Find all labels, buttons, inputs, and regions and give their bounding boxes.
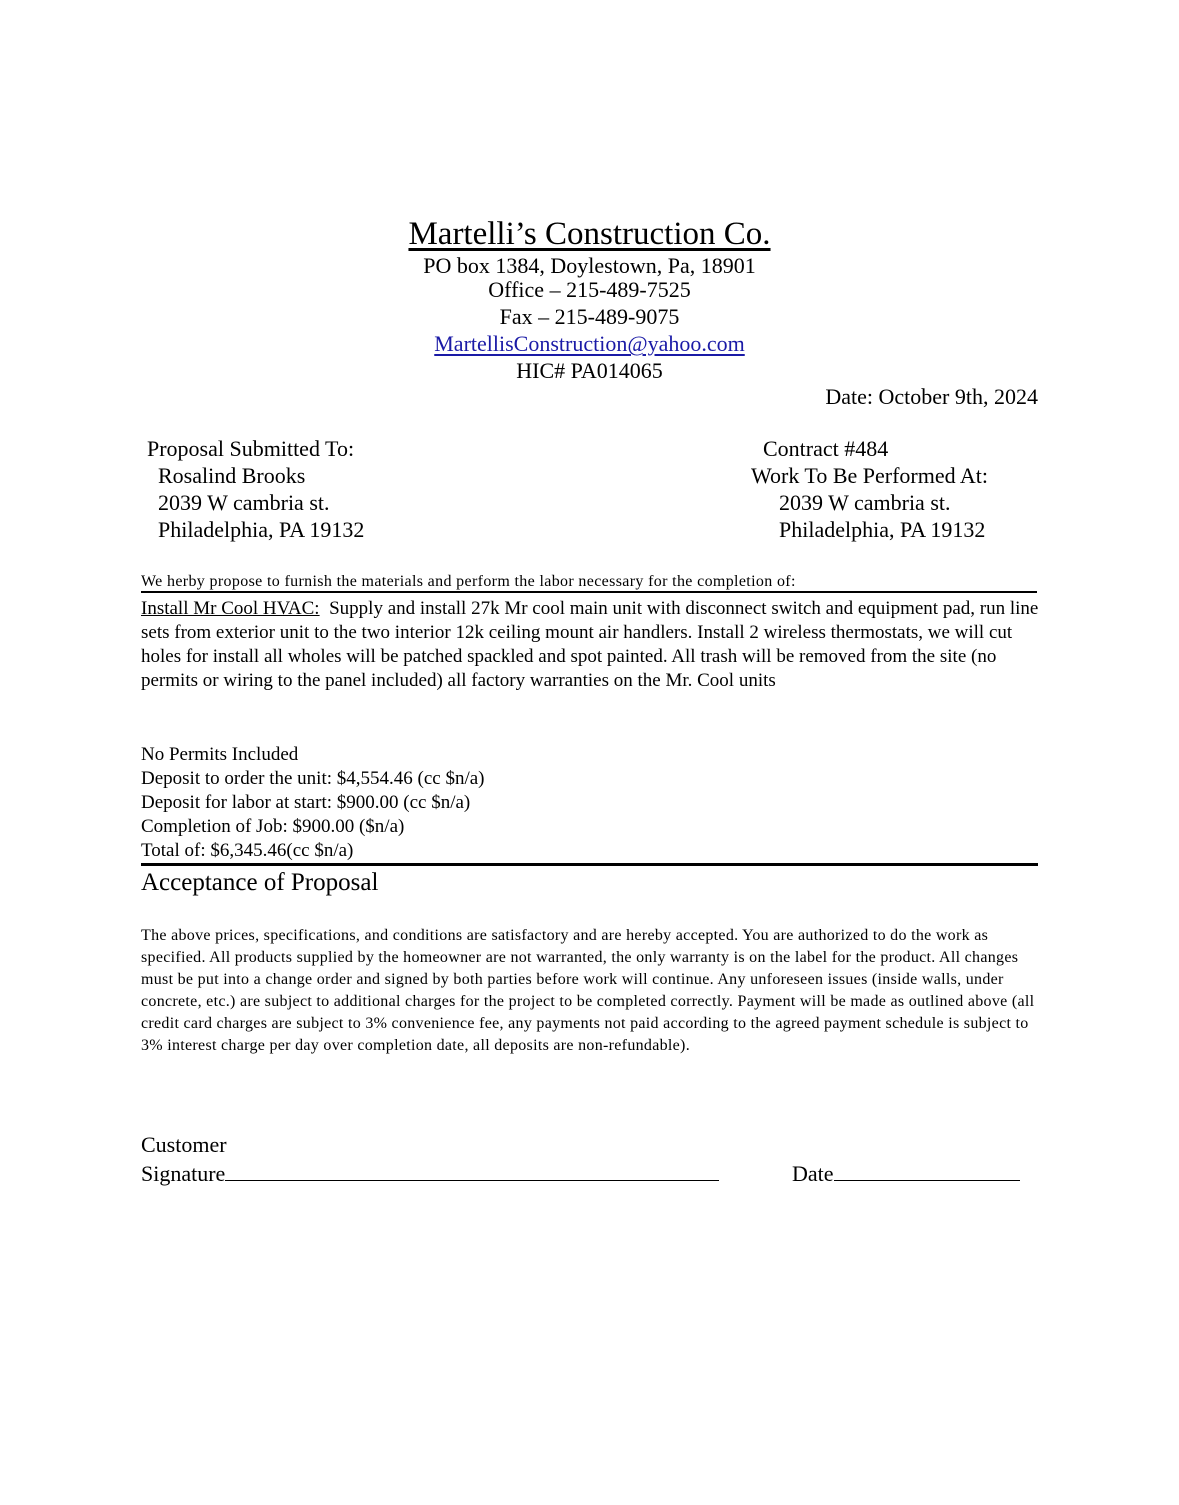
acceptance-terms: The above prices, specifications, and conditions are satisfactory and are hereby accepted. You are authorized to do the work as specified. All products supplied by the homeowner are not warranted, the only warranty is on the label for the product. All changes must be put into a change order and signed by both parties before work will continue. Any unforeseen issues (inside walls, under concrete, etc.) are subject to additional charges for the project to be completed correctly. Payment will be made as outlined above (all credit card charges are subject to 3% convenience fee, any payments not paid according to the agreed payment schedule is subject to 3% interest charge per day over completion date, all deposits are non-refundable). xyxy=(141,927,1035,1054)
customer-city: Philadelphia, PA 19132 xyxy=(158,517,365,542)
signature-label: Signature xyxy=(141,1161,226,1186)
acceptance-title: Acceptance of Proposal xyxy=(141,869,379,896)
completion-payment: Completion of Job: $900.00 ($n/a) xyxy=(141,816,405,837)
signature-line[interactable] xyxy=(225,1158,719,1181)
total-price: Total of: $6,345.46(cc $n/a) xyxy=(141,840,354,861)
work-site-city: Philadelphia, PA 19132 xyxy=(779,517,986,542)
section-divider xyxy=(141,863,1038,866)
deposit-unit: Deposit to order the unit: $4,554.46 (cc $n/a) xyxy=(141,768,485,789)
signature-date-line[interactable] xyxy=(834,1158,1020,1181)
job-title: Install Mr Cool HVAC: xyxy=(141,598,320,619)
contract-number: Contract #484 xyxy=(763,436,889,461)
customer-street: 2039 W cambria st. xyxy=(158,490,330,515)
customer-label: Customer xyxy=(141,1132,227,1157)
work-site-label: Work To Be Performed At: xyxy=(751,463,989,488)
company-fax: Fax – 215-489-9075 xyxy=(499,304,680,329)
proposal-intro: We herby propose to furnish the materials and perform the labor necessary for the completion of: xyxy=(141,573,1037,593)
deposit-labor: Deposit for labor at start: $900.00 (cc $n/a) xyxy=(141,792,471,813)
company-email-link[interactable]: MartellisConstruction@yahoo.com xyxy=(434,331,745,356)
job-description: Supply and install 27k Mr cool main unit with disconnect switch and equipment pad, run line sets from exterior unit to the two interior 12k ceiling mount air handlers. Install 2 wireless thermostats, we will cut holes for install all wholes will be patched spackled and spot painted. All trash will be removed from the site (no permits or wiring to the panel included) all factory warranties on the Mr. Cool units xyxy=(141,598,1039,691)
company-office-phone: Office – 215-489-7525 xyxy=(488,277,691,302)
company-name: Martelli’s Construction Co. xyxy=(408,216,771,252)
permits-note: No Permits Included xyxy=(141,744,299,765)
signature-row xyxy=(141,1158,719,1187)
company-address: PO box 1384, Doylestown, Pa, 18901 xyxy=(423,253,756,278)
signature-date-label: Date xyxy=(792,1161,834,1186)
date-row xyxy=(792,1158,1020,1187)
company-email-row xyxy=(0,331,1179,357)
pricing-block xyxy=(141,743,485,863)
company-hic-number: HIC# PA014065 xyxy=(516,358,663,383)
proposal-date: Date: October 9th, 2024 xyxy=(825,384,1038,409)
work-site-street: 2039 W cambria st. xyxy=(779,490,951,515)
job-description-block xyxy=(141,597,1041,693)
customer-name: Rosalind Brooks xyxy=(158,463,306,488)
submitted-to-label: Proposal Submitted To: xyxy=(147,436,355,461)
